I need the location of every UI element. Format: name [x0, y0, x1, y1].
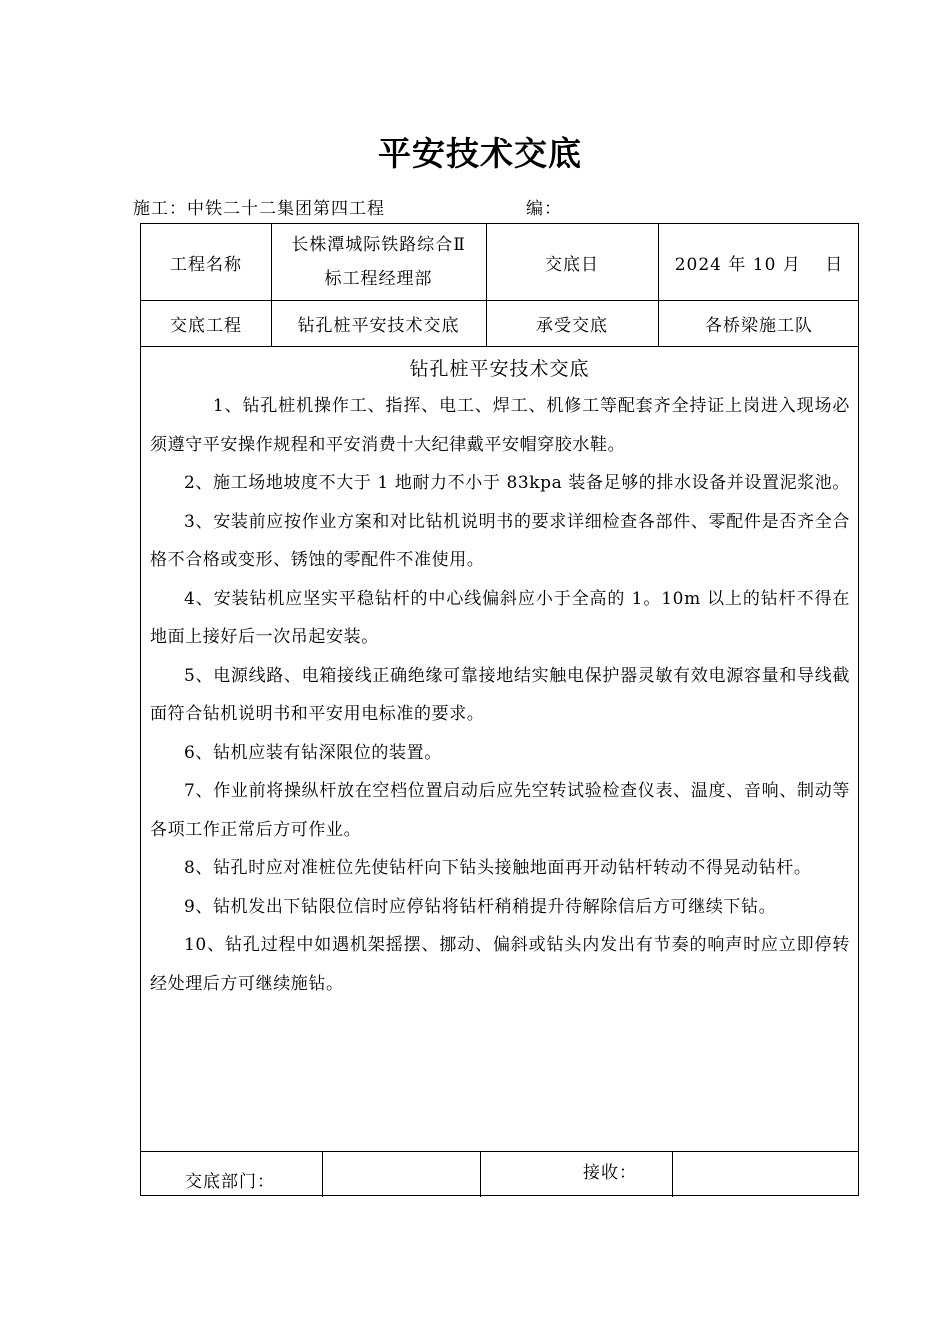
- project-name-label: 工程名称: [170, 254, 242, 275]
- instruction-item: 1、钻孔桩机操作工、指挥、电工、焊工、机修工等配套齐全持证上岗进入现场必须遵守平安操作规程和平安消费十大纪律戴平安帽穿胶水鞋。: [150, 396, 850, 455]
- instruction-item: 3、安装前应按作业方案和对比钻机说明书的要求详细检查各部件、零配件是否齐全合格不合格或变形、锈蚀的零配件不准使用。: [150, 511, 850, 570]
- row-divider: [141, 346, 858, 347]
- instruction-item: 10、钻孔过程中如遇机架摇摆、挪动、偏斜或钻头内发出有节奏的响声时应立即停转经处理后方可继续施钻。: [150, 935, 850, 994]
- project-name-line2: 标工程经理部: [324, 269, 433, 289]
- project-name-value: [271, 224, 486, 300]
- section-title: 钻孔桩平安技术交底: [409, 358, 590, 380]
- instruction-list: [150, 387, 850, 1003]
- handover-table: [140, 223, 859, 1196]
- row-divider: [141, 1151, 858, 1152]
- receiver-value: 各桥梁施工队: [705, 315, 813, 336]
- document-title: 平安技术交底: [378, 134, 582, 173]
- instruction-item: 8、钻孔时应对准桩位先使钻杆向下钻头接触地面再开动钻杆转动不得晃动钻杆。: [184, 858, 812, 878]
- instruction-item: 2、施工场地坡度不大于 1 地耐力不小于 83kpa 装备足够的排水设备并设置泥浆池。: [184, 473, 850, 493]
- col-divider: [480, 1151, 481, 1197]
- instruction-item: 7、作业前将操纵杆放在空档位置启动后应先空转试验检查仪表、温度、音响、制动等各项工作正常后方可作业。: [150, 781, 850, 840]
- handover-date-label: 交底日: [545, 254, 599, 275]
- dept-label: 交底部门：: [185, 1172, 275, 1192]
- col-divider: [322, 1151, 323, 1197]
- construction-unit: 施工：中铁二十二集团第四工程: [133, 199, 385, 219]
- instruction-item: 5、电源线路、电箱接线正确绝缘可靠接地结实触电保护器灵敏有效电源容量和导线截面符合钻机说明书和平安用电标准的要求。: [150, 665, 850, 724]
- editor-label: 编：: [526, 199, 562, 219]
- instruction-item: 4、安装钻机应坚实平稳钻杆的中心线偏斜应小于全高的 1。10m 以上的钻杆不得在地面上接好后一次吊起安装。: [150, 588, 850, 647]
- handover-project-label: 交底工程: [170, 315, 242, 336]
- project-name-line1: 长株潭城际铁路综合Ⅱ: [291, 235, 466, 255]
- instruction-item: 9、钻机发出下钻限位信时应停钻将钻杆稍稍提升待解除信后方可继续下钻。: [184, 896, 777, 917]
- receive-label: 接收：: [583, 1163, 637, 1183]
- handover-date-value: 2024 年 10 月 日: [674, 254, 844, 275]
- instruction-item: 6、钻机应装有钻深限位的装置。: [184, 742, 442, 763]
- col-divider: [672, 1151, 673, 1197]
- handover-project-value: 钻孔桩平安技术交底: [297, 315, 460, 336]
- receiver-label: 承受交底: [536, 315, 608, 336]
